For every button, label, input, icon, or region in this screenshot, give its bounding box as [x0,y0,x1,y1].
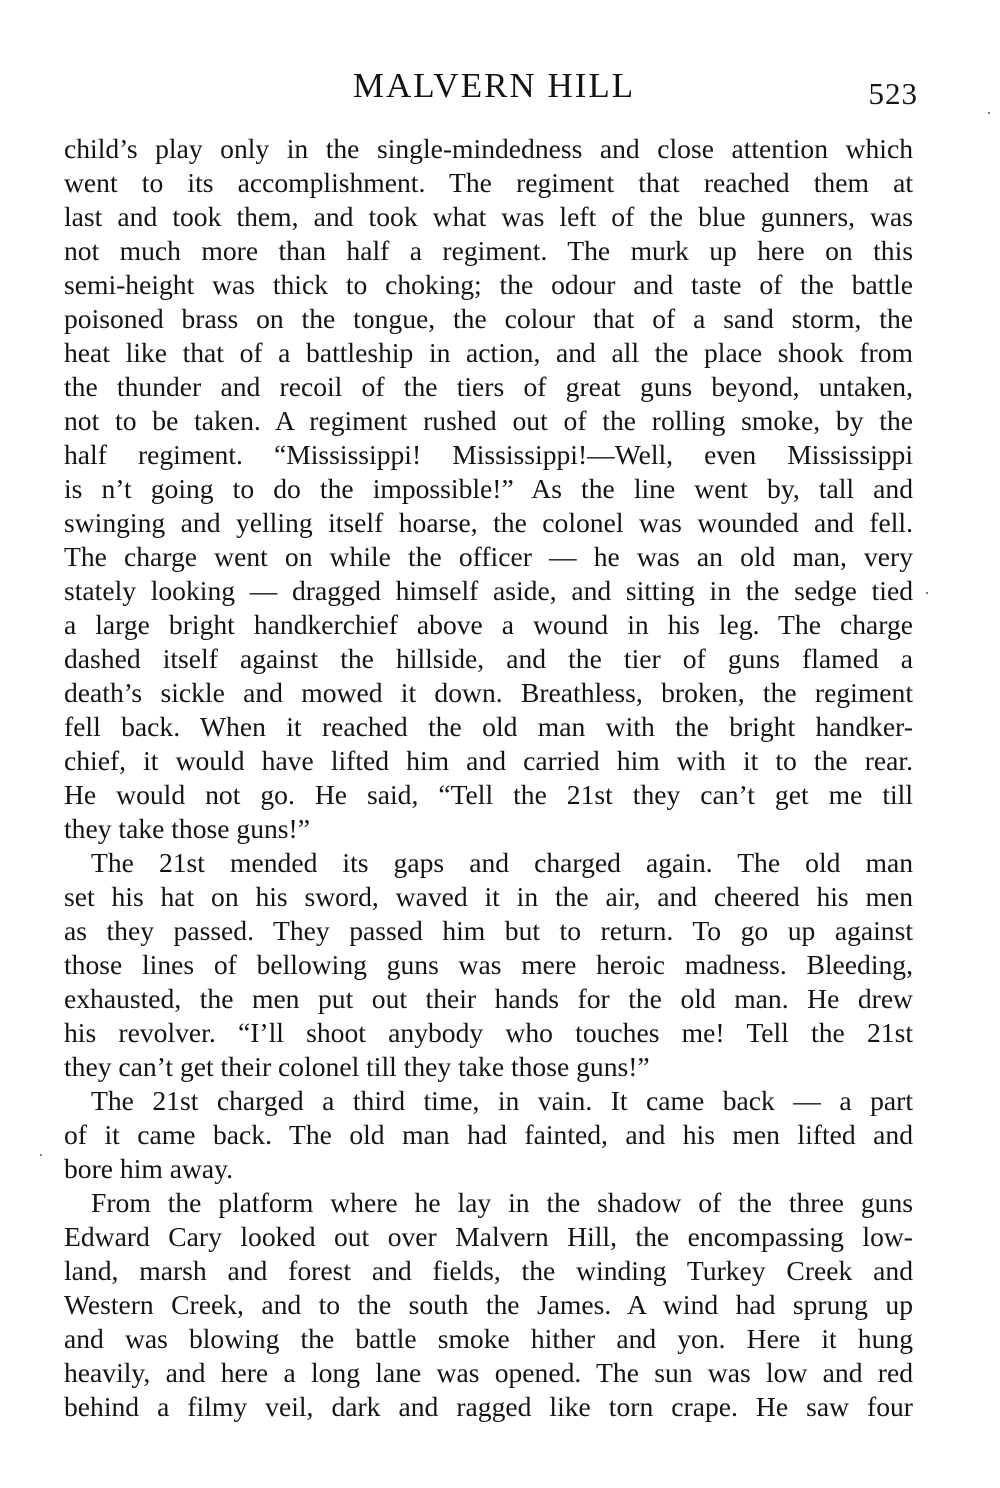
text-line: semi-height was thick to choking; the odour and taste of the battle [64,269,913,300]
text-line: behind a filmy veil, dark and ragged like torn crape. He saw four [64,1391,913,1422]
print-speck [926,592,928,594]
text-line: not much more than half a regiment. The murk up here on this [64,235,913,266]
text-line: of it came back. The old man had fainted, and his men lifted and [64,1119,913,1150]
text-line: and was blowing the battle smoke hither and yon. Here it hung [64,1323,913,1354]
text-line: From the platform where he lay in the shadow of the three guns [91,1187,913,1218]
page-number: 523 [868,76,918,111]
text-line: as they passed. They passed him but to return. To go up against [64,915,913,946]
text-line: a large bright handkerchief above a wound in his leg. The charge [64,609,913,640]
text-line: the thunder and recoil of the tiers of great guns beyond, untaken, [64,371,913,402]
text-line: is n’t going to do the impossible!” As the line went by, tall and [64,473,913,504]
text-line: bore him away. [64,1153,234,1184]
text-line: Western Creek, and to the south the James. A wind had sprung up [64,1289,913,1320]
chapter-title: MALVERN HILL [352,66,636,105]
text-line: heavily, and here a long lane was opened. The sun was low and red [64,1357,913,1388]
text-line: child’s play only in the single-mindedness and close attention which [64,133,913,164]
text-line: stately looking — dragged himself aside, and sitting in the sedge tied [64,575,913,606]
text-line: fell back. When it reached the old man with the bright handker- [64,711,913,742]
text-line: half regiment. “Mississippi! Mississippi!—Well, even Mississippi [64,439,913,470]
text-line: poisoned brass on the tongue, the colour that of a sand storm, the [64,303,913,334]
text-line: set his hat on his sword, waved it in the air, and cheered his men [64,881,913,912]
text-line: The 21st charged a third time, in vain. It came back — a part [91,1085,913,1116]
text-line: exhausted, the men put out their hands for the old man. He drew [64,983,913,1014]
text-line: they take those guns!” [64,813,310,844]
text-line: The charge went on while the officer — he was an old man, very [64,541,913,572]
text-line: dashed itself against the hillside, and the tier of guns flamed a [64,643,913,674]
text-line: heat like that of a battleship in action, and all the place shook from [64,337,913,368]
running-head [0,66,1000,111]
print-speck [40,1154,42,1156]
text-line: He would not go. He said, “Tell the 21st they can’t get me till [64,779,913,810]
text-line: went to its accomplishment. The regiment that reached them at [64,167,913,198]
print-speck [988,112,990,114]
text-line: death’s sickle and mowed it down. Breathless, broken, the regiment [64,677,913,708]
body-text [64,132,913,1424]
text-line: not to be taken. A regiment rushed out of the rolling smoke, by the [64,405,913,436]
text-line: swinging and yelling itself hoarse, the colonel was wounded and fell. [64,507,913,538]
text-line: those lines of bellowing guns was mere heroic madness. Bleeding, [64,949,913,980]
text-line: Edward Cary looked out over Malvern Hill, the encompassing low- [64,1221,913,1252]
text-line: last and took them, and took what was left of the blue gunners, was [64,201,913,232]
text-line: land, marsh and forest and fields, the winding Turkey Creek and [64,1255,913,1286]
text-line: chief, it would have lifted him and carried him with it to the rear. [64,745,913,776]
text-line: his revolver. “I’ll shoot anybody who touches me! Tell the 21st [64,1017,913,1048]
text-line: The 21st mended its gaps and charged again. The old man [91,847,913,878]
text-line: they can’t get their colonel till they take those guns!” [64,1051,650,1082]
